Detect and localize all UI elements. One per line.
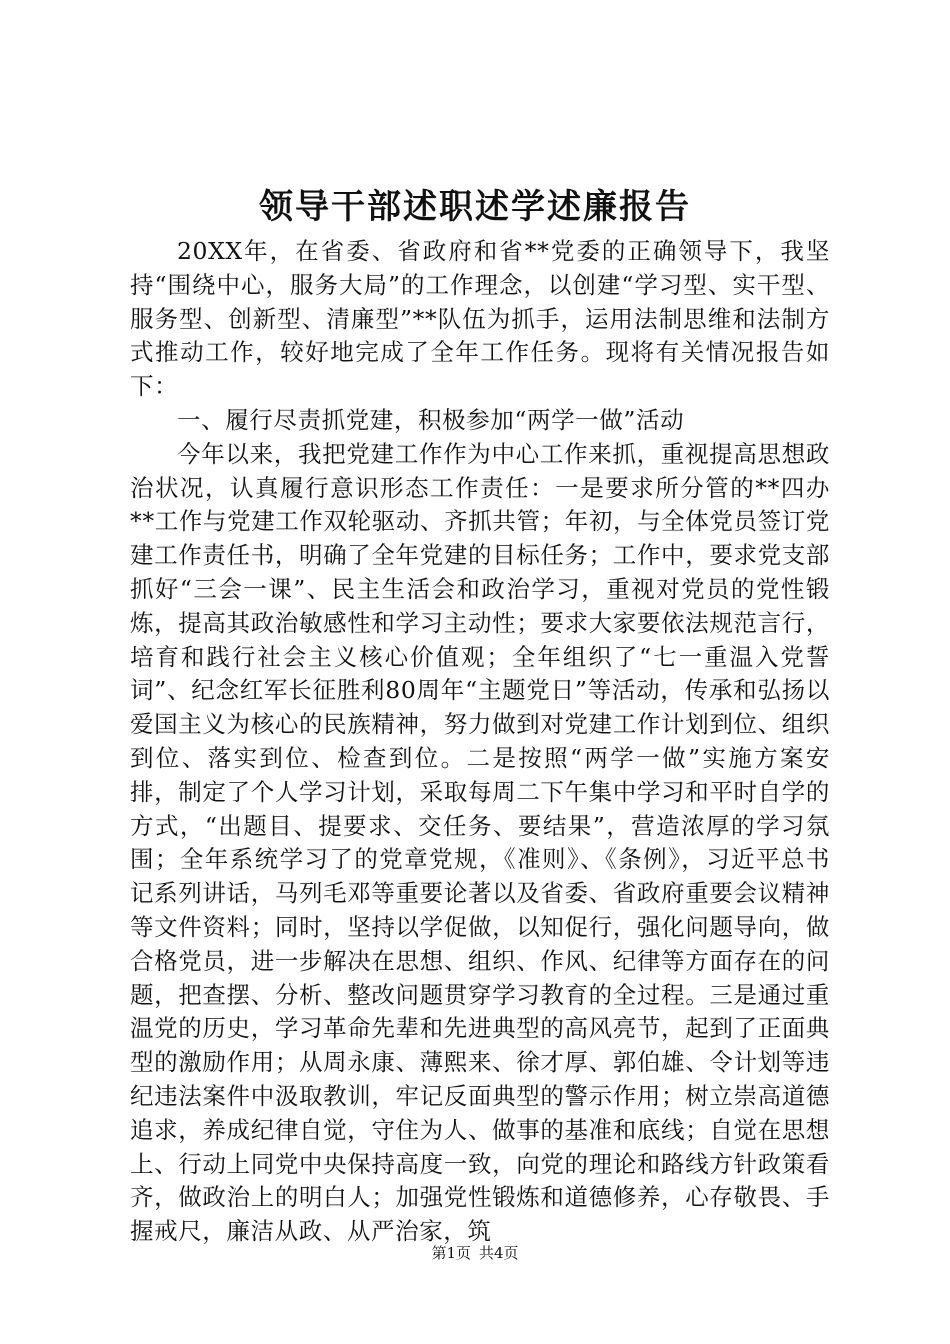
paragraph-party-building: 今年以来，我把党建工作作为中心工作来抓，重视提高思想政治状况，认真履行意识形态工作责任：一是要求所分管的**四办**工作与党建工作双轮驱动、齐抓共管；年初，与全体党员签订党建工作责任书，明确了全年党建的目标任务；工作中，要求党支部抓好“三会一课”、民主生活会和政治学习，重视对党员的党性锻炼，提高其政治敏感性和学习主动性；要求大家要依法规范言行，培育和践行社会主义核心价值观；全年组织了“七一重温入党誓词”、纪念红军长征胜利80周年“主题党日”等活动，传承和弘扬以爱国主义为核心的民族精神，努力做到对党建工作计划到位、组织到位、落实到位、检查到位。二是按照“两学一做”实施方案安排，制定了个人学习计划，采取每周二下午集中学习和平时自学的方式，“出题目、提要求、交任务、要结果”，营造浓厚的学习氛围；全年系统学习了的党章党规，《准则》、《条例》，习近平总书记系列讲话，马列毛邓等重要论著以及省委、省政府重要会议精神等文件资料；同时，坚持以学促做，以知促行，强化问题导向，做合格党员，进一步解决在思想、组织、作风、纪律等方面存在的问题，把查摆、分析、整改问题贯穿学习教育的全过程。三是通过重温党的历史，学习革命先辈和先进典型的高风亮节，起到了正面典型的激励作用；从周永康、薄熙来、徐才厚、郭伯雄、令计划等违纪违法案件中汲取教训，牢记反面典型的警示作用；树立崇高道德追求，养成纪律自觉，守住为人、做事的基准和底线；自觉在思想上、行动上同党中央保持高度一致，向党的理论和路线方针政策看齐，做政治上的明白人；加强党性锻炼和道德修养，心存敬畏、手握戒尺，廉洁从政、从严治家，筑: [130, 439, 830, 1246]
page-footer: [0, 1243, 950, 1263]
paragraph-intro: 20XX年，在省委、省政府和省**党委的正确领导下，我坚持“围绕中心，服务大局”的工作理念，以创建“学习型、实干型、服务型、创新型、清廉型”**队伍为抓手，运用法制思维和法制方式推动工作，较好地完成了全年工作任务。现将有关情况报告如下：: [130, 237, 830, 401]
document-title: 领导干部述职述学述廉报告: [259, 187, 691, 227]
section-heading-1: 一、履行尽责抓党建，积极参加“两学一做”活动: [177, 405, 685, 434]
page-total: 共4页: [479, 1244, 519, 1262]
page-number: 第1页: [431, 1244, 471, 1262]
document-body: [130, 235, 830, 1249]
